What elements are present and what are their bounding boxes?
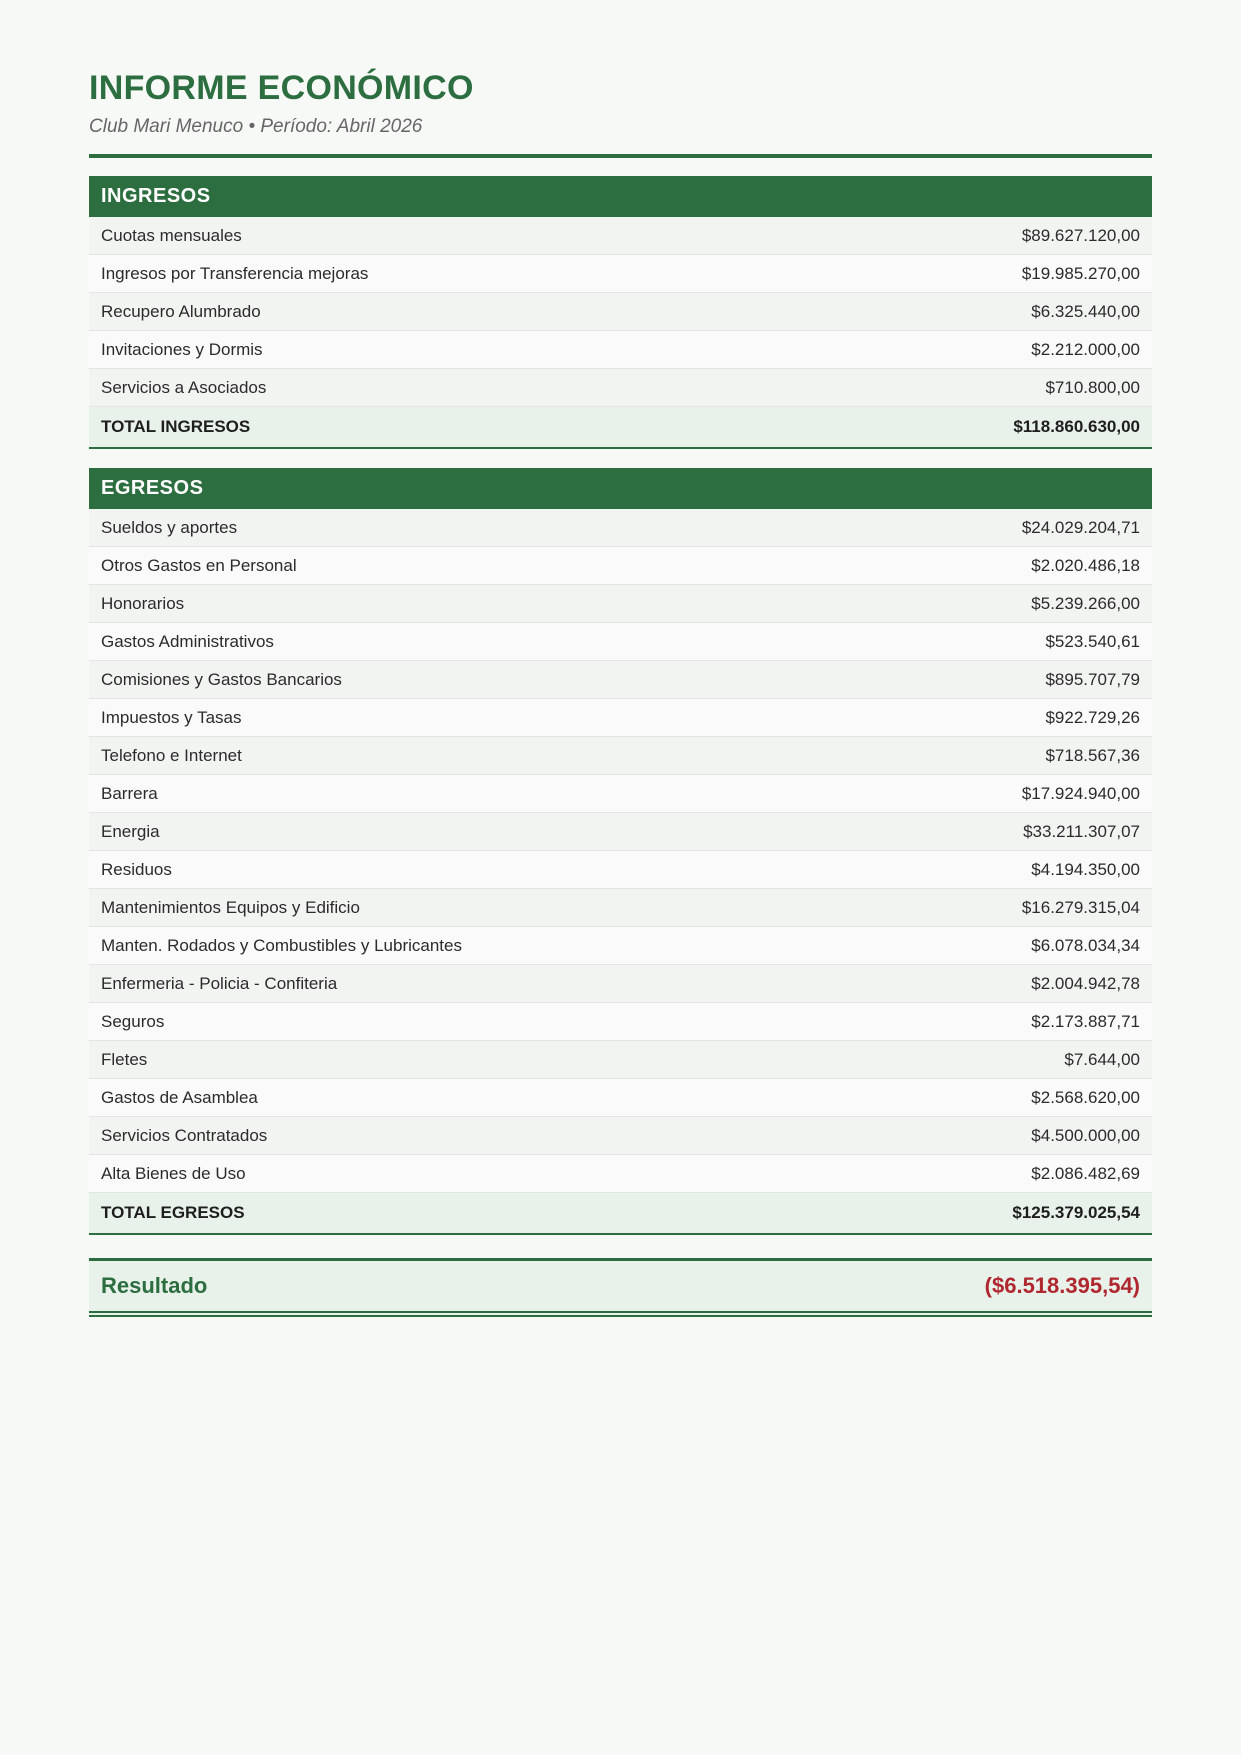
header-divider — [89, 154, 1152, 158]
egresos-total-amount: $125.379.025,54 — [1012, 1203, 1140, 1222]
egresos-row — [89, 965, 1152, 1003]
ingresos-row — [89, 293, 1152, 331]
egresos-heading: EGRESOS — [89, 468, 1152, 509]
egresos-section — [89, 468, 1152, 1235]
egresos-row — [89, 1079, 1152, 1117]
ingresos-row — [89, 331, 1152, 369]
ingresos-row — [89, 369, 1152, 407]
row-label: Sueldos y aportes — [101, 517, 238, 537]
row-label: Servicios a Asociados — [101, 377, 267, 397]
row-amount: $17.924.940,00 — [1021, 783, 1140, 803]
egresos-row — [89, 851, 1152, 889]
row-label: Barrera — [101, 783, 158, 803]
row-amount: $16.279.315,04 — [1021, 897, 1140, 917]
row-amount: $6.325.440,00 — [1031, 301, 1140, 321]
row-amount: $33.211.307,07 — [1023, 821, 1140, 841]
report-page — [89, 0, 1152, 1317]
row-amount: $922.729,26 — [1045, 707, 1140, 727]
row-amount: $2.086.482,69 — [1031, 1163, 1140, 1183]
row-label: Comisiones y Gastos Bancarios — [101, 669, 342, 689]
row-label: Mantenimientos Equipos y Edificio — [101, 897, 360, 917]
row-amount: $2.568.620,00 — [1031, 1087, 1140, 1107]
egresos-total-label: TOTAL EGRESOS — [101, 1203, 245, 1222]
egresos-row — [89, 547, 1152, 585]
egresos-total-row — [89, 1193, 1152, 1235]
row-label: Fletes — [101, 1049, 148, 1069]
row-label: Energia — [101, 821, 160, 841]
resultado-row — [89, 1258, 1152, 1317]
row-amount: $19.985.270,00 — [1021, 263, 1140, 283]
row-label: Invitaciones y Dormis — [101, 339, 263, 359]
resultado-label: Resultado — [101, 1273, 208, 1298]
egresos-rows — [89, 509, 1152, 1193]
row-amount: $710.800,00 — [1045, 377, 1140, 397]
row-label: Manten. Rodados y Combustibles y Lubricantes — [101, 935, 462, 955]
row-amount: $89.627.120,00 — [1021, 225, 1140, 245]
egresos-row — [89, 1117, 1152, 1155]
resultado-amount: ($6.518.395,54) — [984, 1273, 1140, 1298]
row-label: Residuos — [101, 859, 172, 879]
egresos-row — [89, 775, 1152, 813]
row-amount: $2.212.000,00 — [1031, 339, 1140, 359]
row-label: Telefono e Internet — [101, 745, 242, 765]
row-amount: $24.029.204,71 — [1021, 517, 1140, 537]
row-amount: $2.004.942,78 — [1031, 973, 1140, 993]
ingresos-total-amount: $118.860.630,00 — [1013, 417, 1140, 436]
egresos-row — [89, 699, 1152, 737]
row-label: Servicios Contratados — [101, 1125, 268, 1145]
row-amount: $523.540,61 — [1045, 631, 1140, 651]
row-label: Gastos de Asamblea — [101, 1087, 258, 1107]
egresos-row — [89, 889, 1152, 927]
row-label: Gastos Administrativos — [101, 631, 274, 651]
ingresos-rows — [89, 217, 1152, 407]
egresos-row — [89, 813, 1152, 851]
ingresos-row — [89, 217, 1152, 255]
egresos-row — [89, 1155, 1152, 1193]
row-label: Honorarios — [101, 593, 185, 613]
egresos-row — [89, 661, 1152, 699]
row-label: Cuotas mensuales — [101, 225, 242, 245]
row-label: Ingresos por Transferencia mejoras — [101, 263, 369, 283]
egresos-row — [89, 737, 1152, 775]
row-amount: $7.644,00 — [1064, 1049, 1140, 1069]
ingresos-section — [89, 176, 1152, 449]
egresos-row — [89, 1041, 1152, 1079]
row-label: Impuestos y Tasas — [101, 707, 242, 727]
egresos-row — [89, 509, 1152, 547]
egresos-row — [89, 623, 1152, 661]
ingresos-total-label: TOTAL INGRESOS — [101, 417, 251, 436]
row-amount: $2.173.887,71 — [1031, 1011, 1140, 1031]
row-amount: $4.500.000,00 — [1031, 1125, 1140, 1145]
row-label: Seguros — [101, 1011, 165, 1031]
row-amount: $895.707,79 — [1045, 669, 1140, 689]
row-amount: $718.567,36 — [1045, 745, 1140, 765]
page-title: INFORME ECONÓMICO — [89, 69, 474, 107]
ingresos-total-row — [89, 407, 1152, 449]
row-amount: $6.078.034,34 — [1031, 935, 1140, 955]
ingresos-heading: INGRESOS — [89, 176, 1152, 217]
row-label: Otros Gastos en Personal — [101, 555, 297, 575]
row-amount: $4.194.350,00 — [1031, 859, 1140, 879]
row-label: Enfermeria - Policia - Confiteria — [101, 973, 338, 993]
egresos-row — [89, 585, 1152, 623]
row-label: Alta Bienes de Uso — [101, 1163, 246, 1183]
egresos-row — [89, 1003, 1152, 1041]
row-amount: $5.239.266,00 — [1031, 593, 1140, 613]
egresos-row — [89, 927, 1152, 965]
ingresos-row — [89, 255, 1152, 293]
row-amount: $2.020.486,18 — [1031, 555, 1140, 575]
row-label: Recupero Alumbrado — [101, 301, 261, 321]
page-subtitle: Club Mari Menuco • Período: Abril 2026 — [89, 116, 423, 137]
